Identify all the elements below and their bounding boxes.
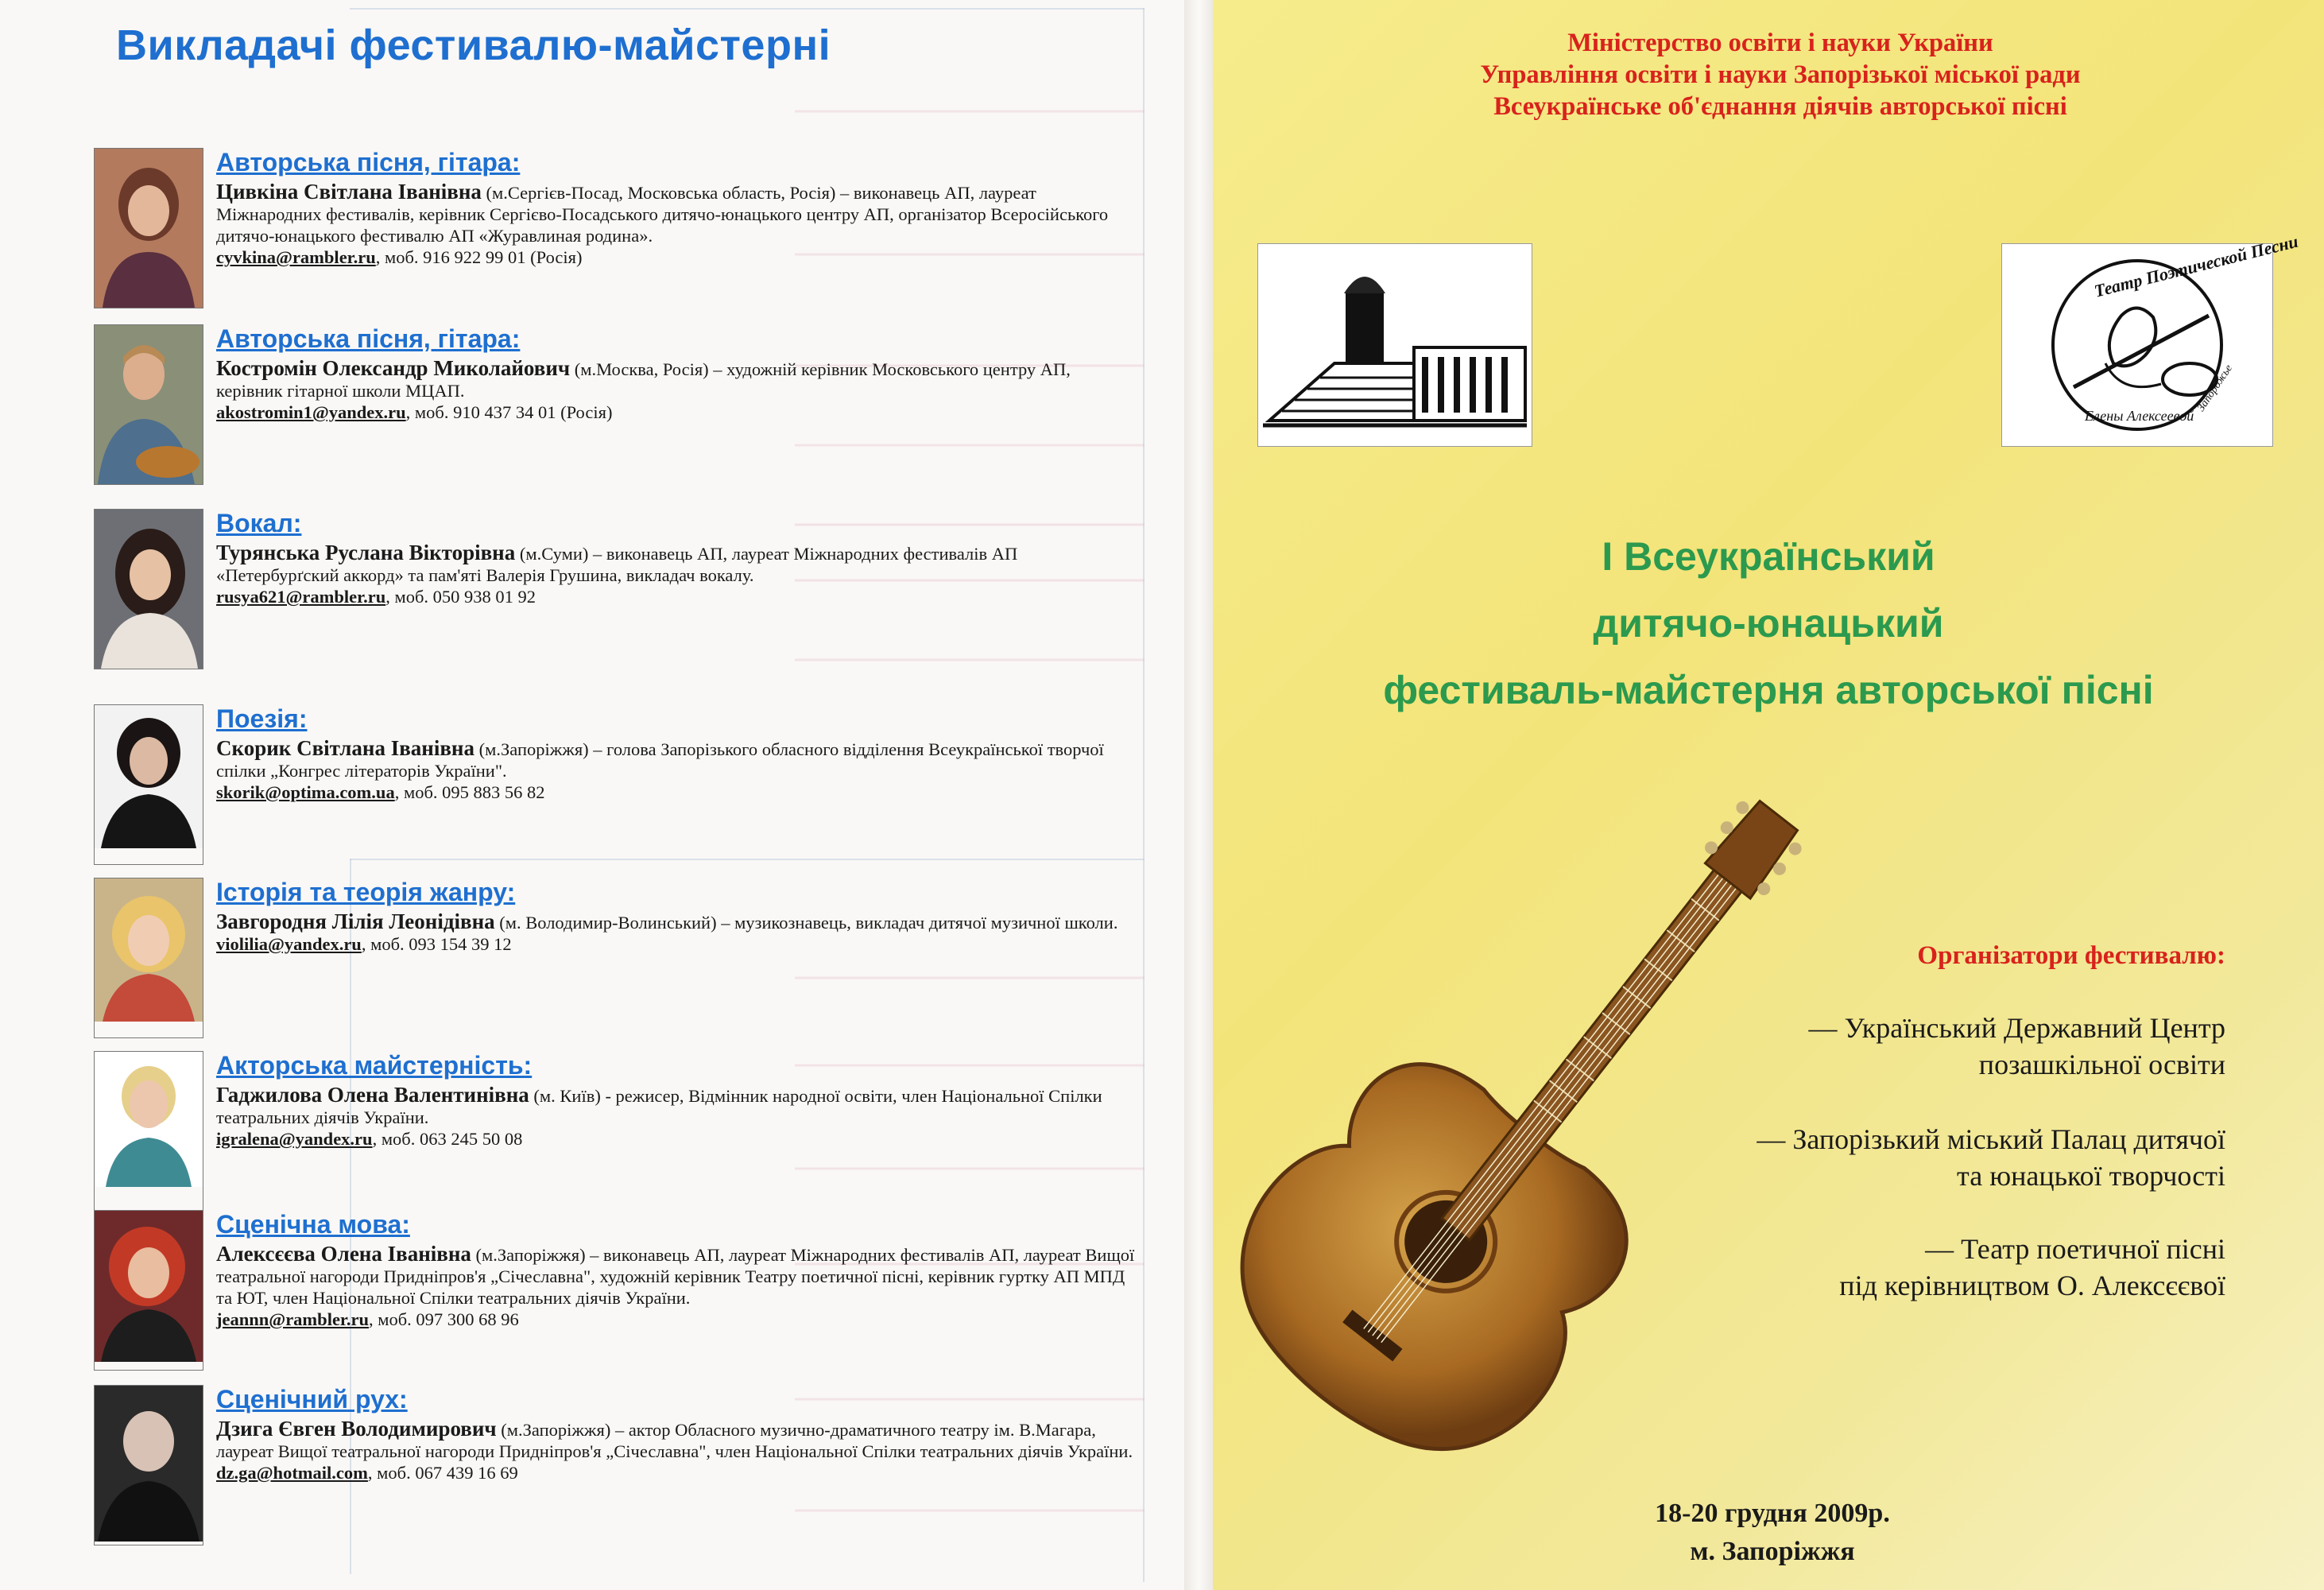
teacher-contact — [216, 246, 1138, 268]
teacher-email[interactable]: akostromin1@yandex.ru — [216, 402, 406, 422]
portrait-icon — [95, 705, 203, 848]
teacher-email[interactable]: cyvkina@rambler.ru — [216, 247, 376, 267]
teacher-name: Гаджилова Олена Валентинівна — [216, 1083, 529, 1107]
organizer-line: та юнацької творчості — [1957, 1160, 2225, 1192]
organizer-line: — Запорізький міський Палац дитячої — [1757, 1123, 2225, 1155]
teacher-phone: , моб. 063 245 50 08 — [372, 1129, 523, 1149]
teacher-email[interactable]: igralena@yandex.ru — [216, 1129, 373, 1149]
teacher-phone: , моб. 050 938 01 92 — [385, 587, 536, 607]
teacher-role: Сценічний рух: — [216, 1385, 408, 1414]
teacher-contact — [216, 781, 1138, 803]
organizer-item — [1669, 1231, 2225, 1304]
teacher-info — [216, 1210, 1138, 1330]
teacher-details: (м. Київ) - режисер, Відмінник народної освіти, член Національної Спілки театральних діячів України. — [216, 1086, 1102, 1127]
teacher-photo — [94, 704, 203, 865]
teacher-contact — [216, 1128, 1138, 1150]
teacher-description — [216, 1243, 1138, 1309]
teacher-info — [216, 509, 1138, 607]
teacher-role: Акторська майстерність: — [216, 1051, 533, 1080]
portrait-icon — [95, 325, 203, 484]
teacher-info — [216, 324, 1138, 423]
teacher-phone: , моб. 095 883 56 82 — [394, 782, 545, 802]
teacher-details: (м.Суми) – виконавець АП, лауреат Міжнародних фестивалів АП «Петербурґский аккорд» та пам'яті Валерія Грушина, викладач вокалу. — [216, 544, 1018, 585]
teacher-info — [216, 1385, 1138, 1483]
date-range: 18-20 грудня 2009р. — [1655, 1499, 1890, 1528]
festival-title — [1224, 523, 2313, 723]
organizer-line: — Український Державний Центр — [1808, 1012, 2225, 1044]
teacher-info — [216, 704, 1138, 803]
teacher-info — [216, 1051, 1138, 1150]
teacher-name: Турянська Руслана Вікторівна — [216, 541, 516, 564]
portrait-icon — [95, 510, 203, 669]
city: м. Запоріжжя — [1690, 1537, 1855, 1566]
teacher-photo — [94, 324, 203, 485]
portrait-icon — [95, 149, 203, 308]
teacher-role: Поезія: — [216, 704, 308, 733]
teacher-description — [216, 181, 1138, 246]
ministry-line: Управління освіти і науки Запорізької міської ради — [1480, 60, 2081, 89]
theatre-logo — [2001, 231, 2300, 447]
teacher-phone: , моб. 910 437 34 01 (Росія) — [405, 402, 613, 422]
portrait-icon — [95, 1211, 203, 1362]
organizers-header — [1272, 27, 2289, 122]
building-icon — [1258, 244, 1532, 446]
ministry-line: Міністерство освіти і науки України — [1567, 29, 1993, 57]
teacher-details: (м.Запоріжжя) – актор Обласного музично-драматичного театру ім. В.Магара, лауреат Вищої театральної нагороди Придніпров'я „Січеславна", член Національної Спілки театральних діячів України. — [216, 1420, 1133, 1461]
teacher-description — [216, 1084, 1138, 1128]
teacher-role: Історія та теорія жанру: — [216, 878, 516, 906]
palace-building-logo — [1257, 243, 1532, 447]
teacher-name: Алексєєва Олена Іванівна — [216, 1242, 471, 1266]
teacher-role: Сценічна мова: — [216, 1210, 410, 1239]
teacher-name: Костромін Олександр Миколайович — [216, 356, 571, 380]
teacher-phone: , моб. 093 154 39 12 — [361, 934, 512, 954]
teacher-email[interactable]: violilia@yandex.ru — [216, 934, 362, 954]
organizers-title: Організатори фестивалю: — [1917, 941, 2225, 970]
festival-title-line: І Всеукраїнський — [1602, 534, 1935, 579]
festival-title-line: фестиваль-майстерня авторської пісні — [1383, 668, 2154, 712]
teacher-phone: , моб. 916 922 99 01 (Росія) — [375, 247, 583, 267]
festival-title-line: дитячо-юнацький — [1593, 601, 1944, 646]
teacher-name: Завгородня Лілія Леонідівна — [216, 909, 495, 933]
teacher-contact — [216, 586, 1138, 607]
portrait-icon — [95, 1052, 203, 1187]
teacher-photo — [94, 1051, 203, 1212]
teacher-contact — [216, 1309, 1138, 1330]
organizer-item — [1669, 1121, 2225, 1194]
teacher-description — [216, 542, 1138, 586]
teacher-name: Дзига Євген Володимирович — [216, 1417, 497, 1441]
teacher-info — [216, 148, 1138, 268]
theatre-logo-text: Запорожье — [2195, 363, 2236, 414]
teacher-role: Вокал: — [216, 509, 302, 537]
teacher-photo — [94, 1210, 203, 1371]
organizer-item — [1669, 1010, 2225, 1083]
teacher-description — [216, 738, 1138, 781]
teacher-contact — [216, 1462, 1138, 1483]
teacher-photo — [94, 509, 203, 669]
teacher-role: Авторська пісня, гітара: — [216, 148, 521, 176]
portrait-icon — [95, 1386, 203, 1542]
teacher-description — [216, 911, 1138, 933]
teacher-details: (м.Запоріжжя) – голова Запорізького обласного відділення Всеукраїнської творчої спілки „Конгрес літераторів України". — [216, 739, 1104, 781]
teacher-photo — [94, 1385, 203, 1545]
teacher-phone: , моб. 067 439 16 69 — [367, 1463, 518, 1483]
teacher-description — [216, 1418, 1138, 1462]
teacher-photo — [94, 878, 203, 1038]
teacher-details: (м.Москва, Росія) – художній керівник Московського центру АП, керівник гітарної школи МЦАП. — [216, 359, 1071, 401]
teacher-info — [216, 878, 1138, 955]
teacher-description — [216, 358, 1138, 401]
organizer-line: — Театр поетичної пісні — [1925, 1233, 2225, 1265]
teacher-details: (м.Запоріжжя) – виконавець АП, лауреат Міжнародних фестивалів АП, лауреат Вищої театральної нагороди Придніпров'я „Січеславна", художній керівник Театру поетичної пісні, керівник гуртку АП МПД та ЮТ, член Національної Спілки театральних діячів України. — [216, 1245, 1135, 1308]
organizer-line: під керівництвом О. Алексєєвої — [1839, 1270, 2225, 1301]
theatre-logo-text: Театр Поэтической Песни — [2092, 231, 2300, 301]
teacher-email[interactable]: skorik@optima.com.ua — [216, 782, 395, 802]
teacher-email[interactable]: rusya621@rambler.ru — [216, 587, 386, 607]
teacher-name: Скорик Світлана Іванівна — [216, 736, 474, 760]
teacher-contact — [216, 401, 1138, 423]
portrait-icon — [95, 878, 203, 1022]
teacher-email[interactable]: dz.ga@hotmail.com — [216, 1463, 368, 1483]
teacher-email[interactable]: jeannn@rambler.ru — [216, 1309, 369, 1329]
page-fold — [1184, 0, 1213, 1590]
teacher-details: (м.Сергієв-Посад, Московська область, Росія) – виконавець АП, лауреат Міжнародних фестивалів, керівник Сергієво-Посадського дитячо-юнацького центру АП, організатор Всеросійського дитячо-юнацького фестивалю АП «Журавлиная родина». — [216, 183, 1109, 246]
festival-dates — [1558, 1495, 1987, 1571]
ministry-line: Всеукраїнське об'єднання діячів авторської пісні — [1493, 92, 2067, 121]
teacher-contact — [216, 933, 1138, 955]
teacher-photo — [94, 148, 203, 308]
theatre-logo-text: Елены Алексеевой — [2085, 408, 2194, 424]
theatre-emblem-icon — [2002, 231, 2300, 446]
organizer-line: позашкільної освіти — [1978, 1049, 2225, 1080]
teacher-name: Цивкіна Світлана Іванівна — [216, 180, 482, 204]
teacher-details: (м. Володимир-Волинський) – музикознавець, викладач дитячої музичної школи. — [494, 913, 1118, 933]
teacher-phone: , моб. 097 300 68 96 — [368, 1309, 519, 1329]
page-title: Викладачі фестивалю-майстерні — [116, 21, 831, 69]
teacher-role: Авторська пісня, гітара: — [216, 324, 521, 353]
